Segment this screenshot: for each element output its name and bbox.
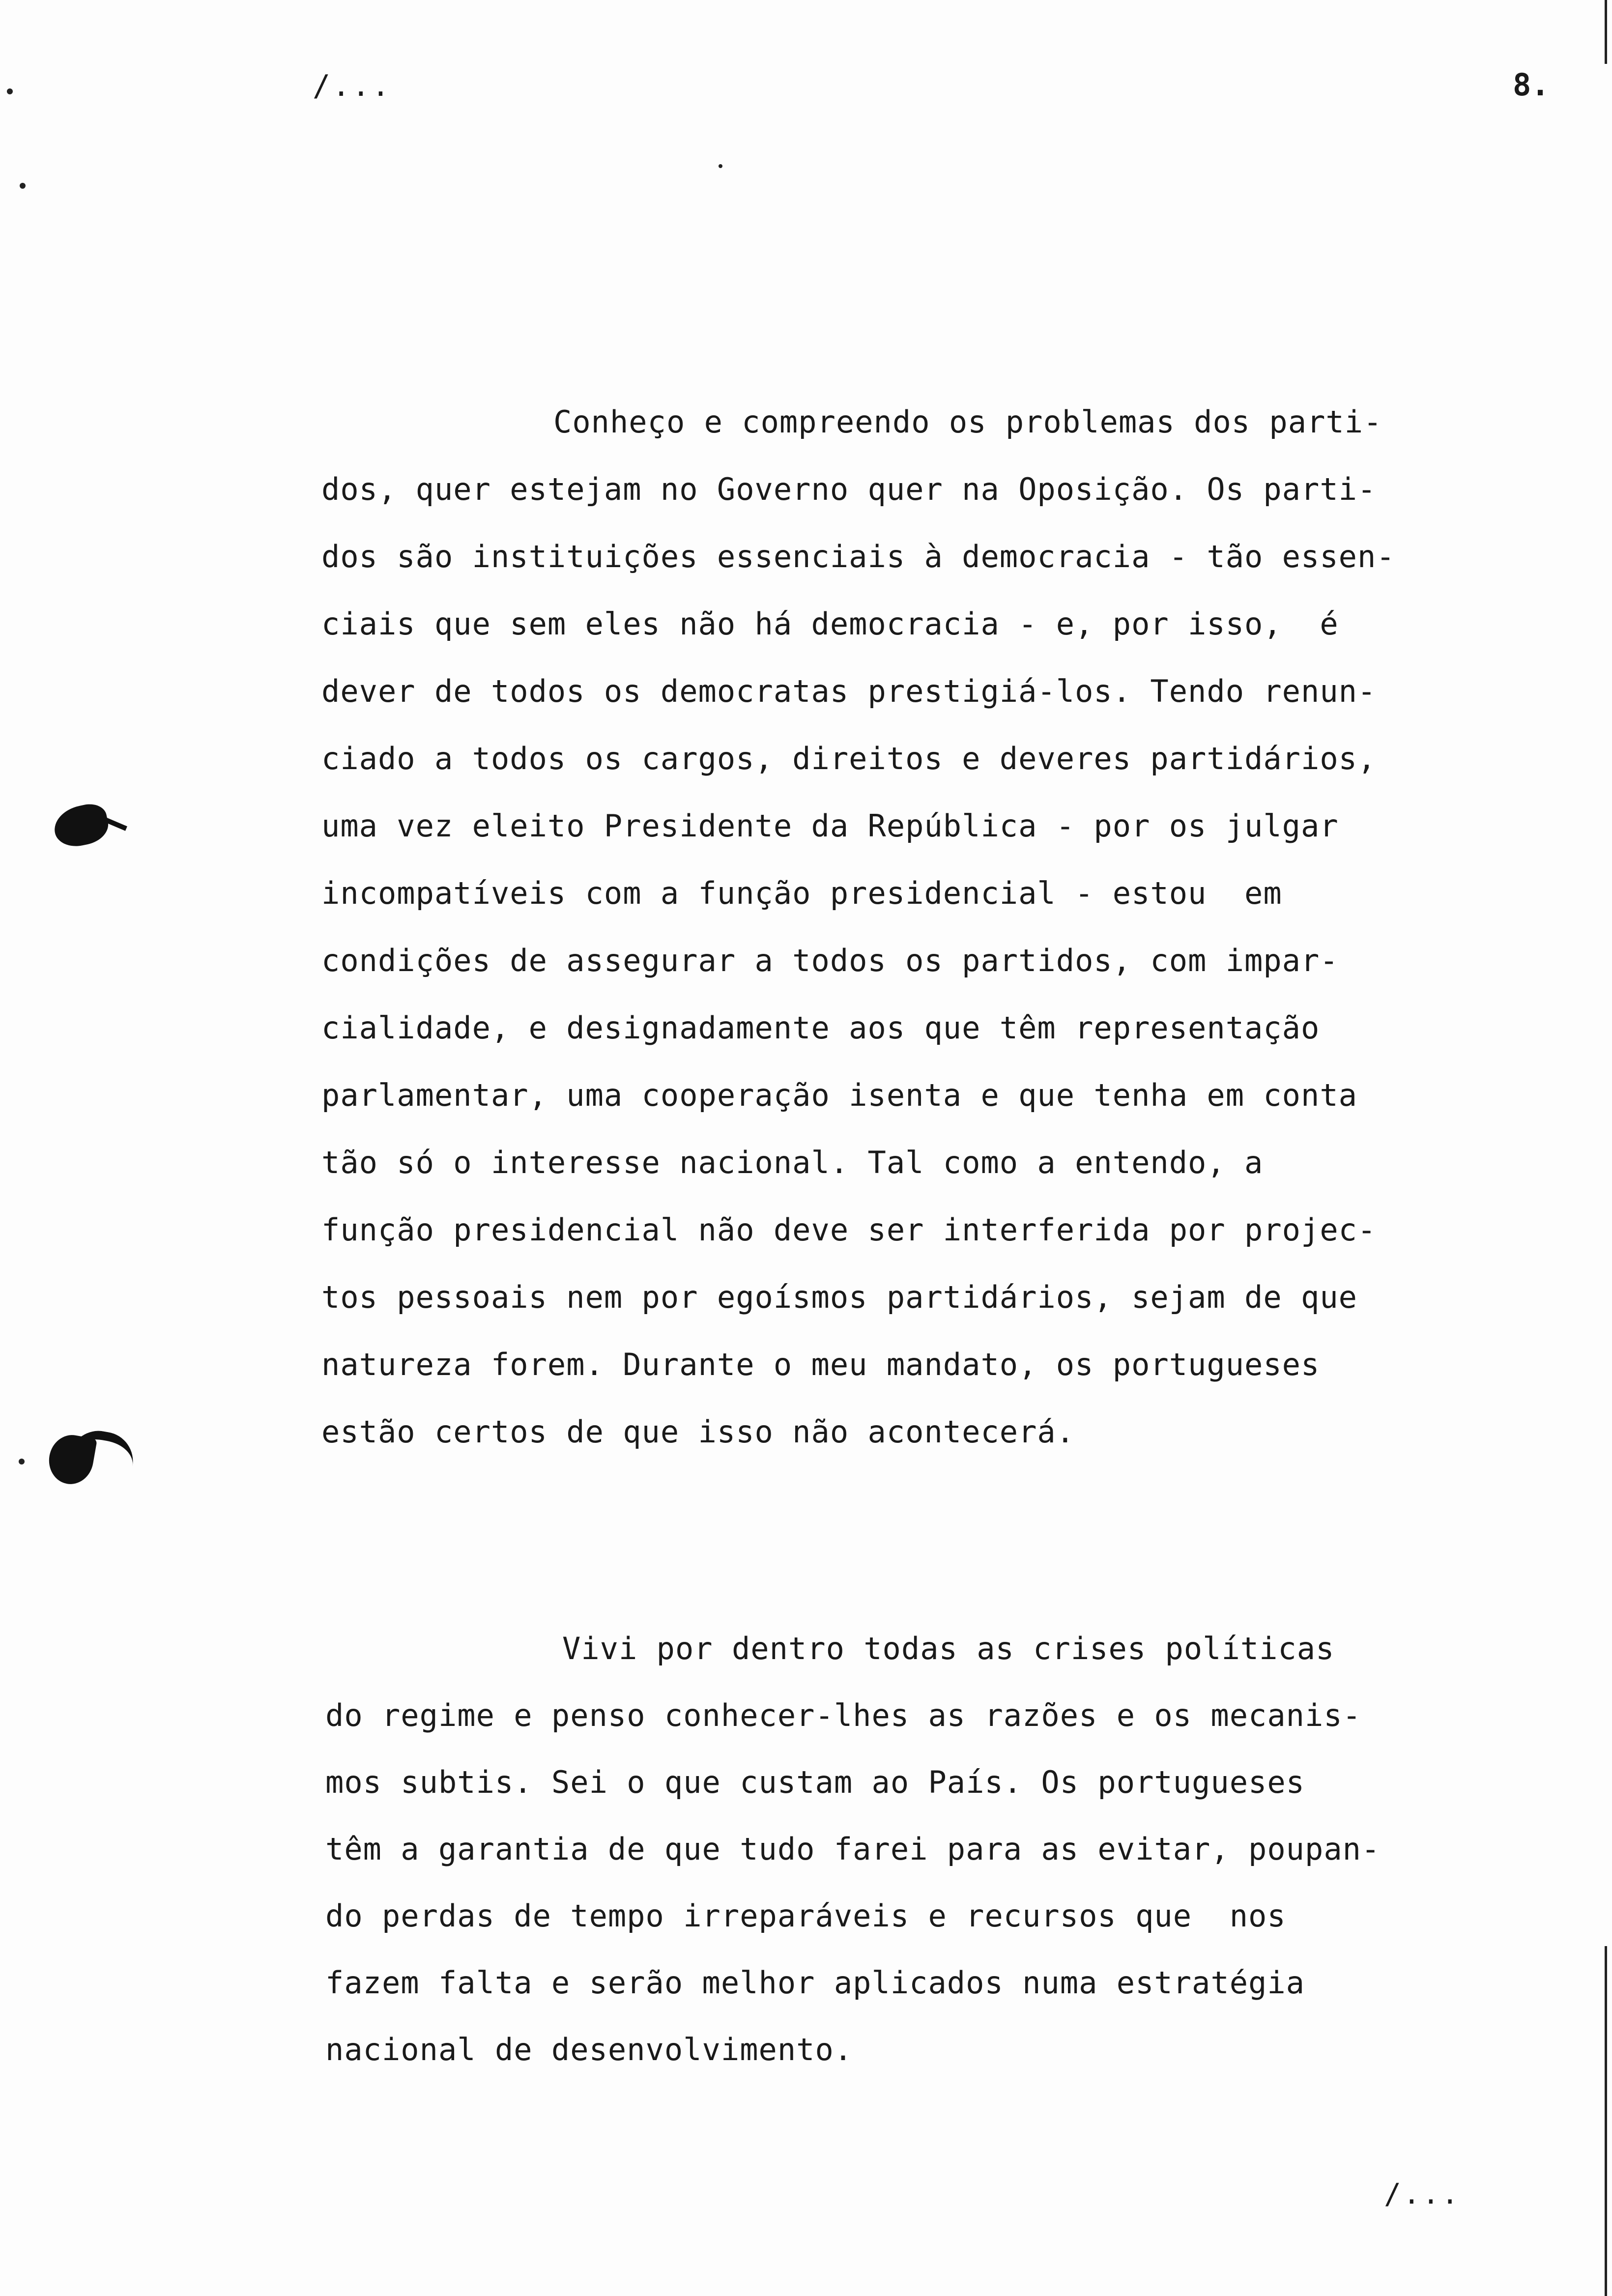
ink-blot <box>45 1432 97 1488</box>
ink-blot <box>51 801 112 850</box>
text-line: incompatíveis com a função presidencial - estou em <box>321 875 1282 911</box>
bottom-continuation-mark: /... <box>1384 2177 1461 2210</box>
text-line: dos são instituições essenciais à democracia - tão essen- <box>321 539 1395 574</box>
text-line: dos, quer estejam no Governo quer na Oposição. Os parti- <box>321 471 1377 507</box>
text-line: cialidade, e designadamente aos que têm representação <box>321 1010 1320 1046</box>
text-line: dever de todos os democratas prestigiá-los. Tendo renun- <box>321 673 1377 709</box>
scan-speck <box>20 183 26 189</box>
scan-edge <box>1605 1946 1607 2296</box>
text-line: nacional de desenvolvimento. <box>325 2032 853 2067</box>
text-line: do perdas de tempo irreparáveis e recursos que nos <box>325 1898 1286 1934</box>
text-line: ciais que sem eles não há democracia - e, por isso, é <box>321 606 1339 642</box>
text-line: estão certos de que isso não acontecerá. <box>321 1414 1075 1450</box>
top-continuation-mark: /... <box>313 69 392 103</box>
text-line: Conheço e compreendo os problemas dos parti- <box>553 404 1382 440</box>
scan-speck <box>7 88 13 94</box>
text-line: uma vez eleito Presidente da República - por os julgar <box>321 808 1339 844</box>
scan-speck <box>719 164 722 168</box>
text-line: mos subtis. Sei o que custam ao País. Os portugueses <box>325 1764 1305 1800</box>
text-line: condições de assegurar a todos os partidos, com impar- <box>321 943 1339 978</box>
page-number: 8. <box>1513 67 1550 103</box>
text-line: natureza forem. Durante o meu mandato, os portugueses <box>321 1347 1320 1382</box>
text-line: ciado a todos os cargos, direitos e deveres partidários, <box>321 741 1377 776</box>
text-line: função presidencial não deve ser interferida por projec- <box>321 1212 1377 1248</box>
text-line: fazem falta e serão melhor aplicados numa estratégia <box>325 1965 1305 2001</box>
text-line: do regime e penso conhecer-lhes as razões e os mecanis- <box>325 1697 1361 1733</box>
text-line: parlamentar, uma cooperação isenta e que tenha em conta <box>321 1077 1357 1113</box>
text-line: Vivi por dentro todas as crises políticas <box>562 1631 1335 1666</box>
scan-speck <box>19 1459 25 1464</box>
text-line: têm a garantia de que tudo farei para as evitar, poupan- <box>325 1831 1381 1867</box>
scan-edge <box>1605 0 1607 64</box>
text-line: tos pessoais nem por egoísmos partidários, sejam de que <box>321 1279 1357 1315</box>
text-line: tão só o interesse nacional. Tal como a entendo, a <box>321 1145 1264 1180</box>
